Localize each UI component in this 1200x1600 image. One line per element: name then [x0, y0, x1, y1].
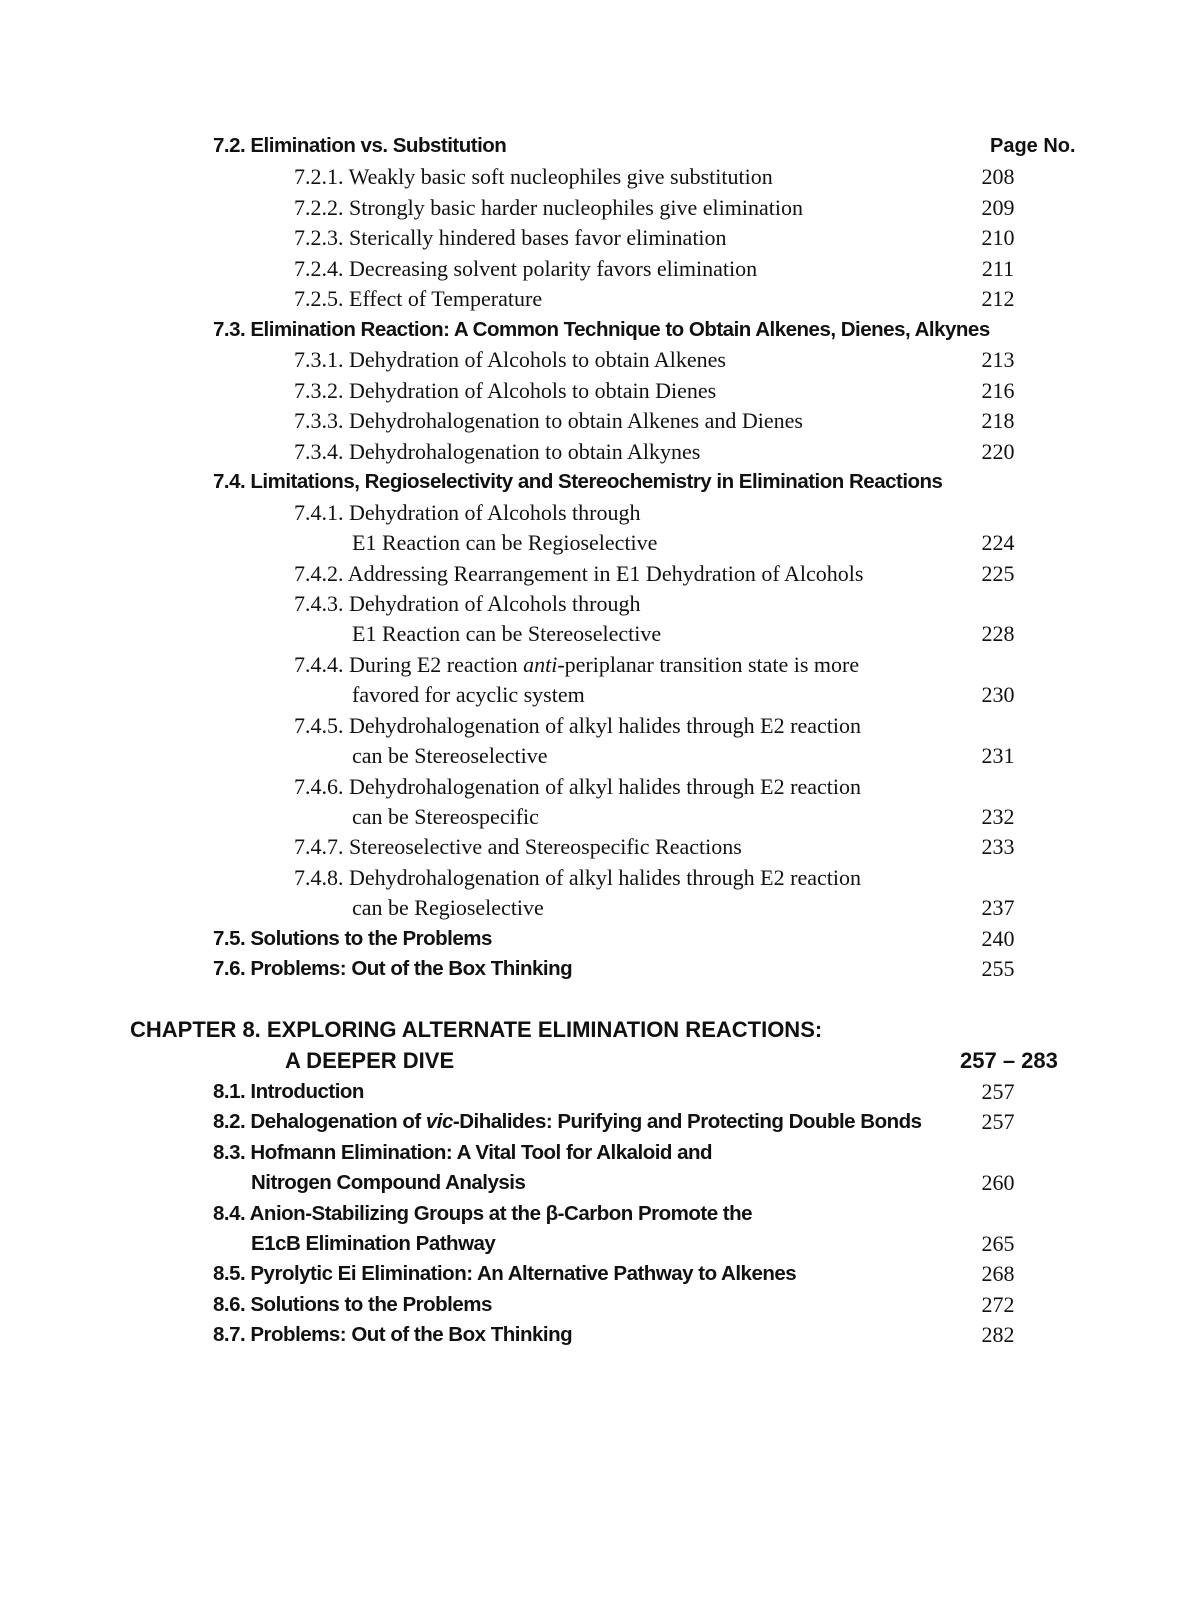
toc-entry-7-4-8-cont: can be Regioselective: [352, 895, 544, 920]
section-title-7-2: 7.2. Elimination vs. Substitution: [213, 134, 507, 157]
page-number: 208: [981, 164, 1015, 189]
page-number: 265: [981, 1231, 1015, 1256]
page-number: 211: [981, 256, 1015, 281]
section-title-7-6: 7.6. Problems: Out of the Box Thinking: [213, 957, 573, 980]
toc-entry-7-4-6-cont: can be Stereospecific: [352, 804, 539, 829]
italic-term: vic: [425, 1110, 453, 1133]
chapter-8-subtitle: A DEEPER DIVE: [285, 1048, 455, 1073]
section-title-8-2: [213, 1107, 922, 1137]
page-number: 220: [981, 439, 1015, 464]
chapter-page-range: 257 – 283: [960, 1048, 1058, 1073]
toc-entry-7-3-1: 7.3.1. Dehydration of Alcohols to obtain Alkenes: [294, 347, 726, 372]
page-no-header: Page No.: [990, 135, 1076, 157]
toc-entry-7-4-2: 7.4.2. Addressing Rearrangement in E1 Dehydration of Alcohols: [294, 561, 864, 586]
toc-entry-7-3-2: 7.3.2. Dehydration of Alcohols to obtain Dienes: [294, 378, 717, 403]
toc-entry-7-2-5: 7.2.5. Effect of Temperature: [294, 286, 543, 311]
page-number: 224: [981, 530, 1015, 555]
chapter-8-title: CHAPTER 8. EXPLORING ALTERNATE ELIMINATION REACTIONS:: [130, 1017, 823, 1042]
entry-text: -Dihalides: Purifying and Protecting Double Bonds: [452, 1110, 922, 1133]
entry-text: 7.4.4. During E2 reaction: [294, 652, 524, 677]
page-number: 213: [981, 347, 1015, 372]
toc-entry-7-4-3-cont: E1 Reaction can be Stereoselective: [352, 621, 662, 646]
page-number: 210: [981, 225, 1015, 250]
toc-entry-7-2-4: 7.2.4. Decreasing solvent polarity favors elimination: [294, 256, 758, 281]
toc-entry-7-4-5: 7.4.5. Dehydrohalogenation of alkyl halides through E2 reaction: [294, 713, 861, 738]
toc-entry-7-3-3: 7.3.3. Dehydrohalogenation to obtain Alkenes and Dienes: [294, 408, 803, 433]
section-title-8-4-cont: E1cB Elimination Pathway: [251, 1232, 496, 1255]
toc-entry-7-2-2: 7.2.2. Strongly basic harder nucleophiles give elimination: [294, 195, 803, 220]
page-number: 260: [981, 1170, 1015, 1195]
toc-entry-7-2-1: 7.2.1. Weakly basic soft nucleophiles give substitution: [294, 164, 773, 189]
page-number: 232: [981, 804, 1015, 829]
italic-term: anti: [523, 652, 558, 677]
section-title-8-1: 8.1. Introduction: [213, 1080, 364, 1103]
page-number: 231: [981, 743, 1015, 768]
toc-entry-7-4-1-cont: E1 Reaction can be Regioselective: [352, 530, 658, 555]
toc-entry-7-4-5-cont: can be Stereoselective: [352, 743, 548, 768]
page-number: 237: [981, 895, 1015, 920]
toc-entry-7-4-4: [294, 650, 859, 680]
section-title-8-3: 8.3. Hofmann Elimination: A Vital Tool for Alkaloid and: [213, 1141, 713, 1164]
page-number: 230: [981, 682, 1015, 707]
section-title-8-7: 8.7. Problems: Out of the Box Thinking: [213, 1323, 573, 1346]
page-number: 240: [981, 926, 1015, 951]
section-title-7-5: 7.5. Solutions to the Problems: [213, 927, 492, 950]
section-title-7-3: 7.3. Elimination Reaction: A Common Technique to Obtain Alkenes, Dienes, Alkynes: [213, 318, 990, 341]
page-number: 209: [981, 195, 1015, 220]
section-title-8-5: 8.5. Pyrolytic Ei Elimination: An Alternative Pathway to Alkenes: [213, 1262, 797, 1285]
page-number: 272: [981, 1292, 1015, 1317]
page-number: 225: [981, 561, 1015, 586]
toc-entry-7-4-1: 7.4.1. Dehydration of Alcohols through: [294, 500, 641, 525]
page-number: 257: [981, 1109, 1015, 1134]
section-title-7-4: 7.4. Limitations, Regioselectivity and Stereochemistry in Elimination Reactions: [213, 470, 943, 493]
toc-entry-7-4-6: 7.4.6. Dehydrohalogenation of alkyl halides through E2 reaction: [294, 774, 861, 799]
toc-entry-7-4-8: 7.4.8. Dehydrohalogenation of alkyl halides through E2 reaction: [294, 865, 861, 890]
page-number: 282: [981, 1322, 1015, 1347]
entry-text: 8.2. Dehalogenation of: [213, 1110, 426, 1133]
section-title-8-6: 8.6. Solutions to the Problems: [213, 1293, 492, 1316]
toc-entry-7-4-7: 7.4.7. Stereoselective and Stereospecific Reactions: [294, 834, 742, 859]
toc-entry-7-2-3: 7.2.3. Sterically hindered bases favor elimination: [294, 225, 727, 250]
page-number: 228: [981, 621, 1015, 646]
entry-text: -periplanar transition state is more: [557, 652, 860, 677]
toc-entry-7-4-4-cont: favored for acyclic system: [352, 682, 585, 707]
page-number: 218: [981, 408, 1015, 433]
section-title-8-3-cont: Nitrogen Compound Analysis: [251, 1171, 526, 1194]
page-number: 212: [981, 286, 1015, 311]
page-number: 257: [981, 1079, 1015, 1104]
toc-entry-7-4-3: 7.4.3. Dehydration of Alcohols through: [294, 591, 641, 616]
page-number: 255: [981, 956, 1015, 981]
toc-entry-7-3-4: 7.3.4. Dehydrohalogenation to obtain Alkynes: [294, 439, 701, 464]
page-number: 233: [981, 834, 1015, 859]
page-number: 216: [981, 378, 1015, 403]
section-title-8-4: 8.4. Anion-Stabilizing Groups at the β-Carbon Promote the: [213, 1202, 753, 1225]
page-number: 268: [981, 1261, 1015, 1286]
